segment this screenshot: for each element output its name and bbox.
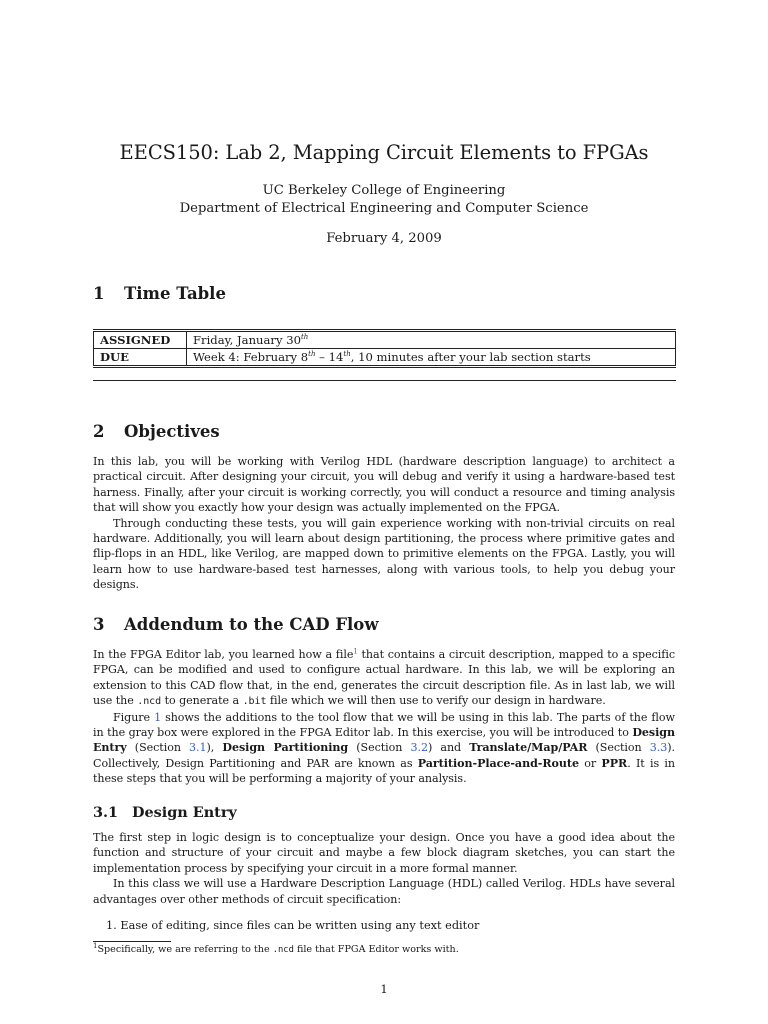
design-entry-body xyxy=(93,830,675,907)
section-number: 3.1 xyxy=(93,804,119,821)
paragraph: In this lab, you will be working with Verilog HDL (hardware description language) to architect a practical circuit. After designing your circuit, you will debug and verify it using a hardware-based test harness. Finally, after your circuit is working correctly, you will conduct a resource and timing analysis that will show you exactly how your design was actually implemented on the FPGA. xyxy=(93,455,675,515)
list-item: 1. Ease of editing, since files can be written using any text editor xyxy=(106,919,480,932)
affiliation-line-2: Department of Electrical Engineering and Computer Science xyxy=(179,201,589,216)
section-title: Design Entry xyxy=(132,804,237,821)
section-number: 1 xyxy=(93,284,105,303)
section-heading-time-table xyxy=(93,284,226,303)
table-row xyxy=(94,349,676,367)
time-table xyxy=(93,329,676,368)
footnote-ref-link[interactable]: 1 xyxy=(353,647,358,656)
affiliation-line-1: UC Berkeley College of Engineering xyxy=(262,183,506,198)
section-title: Objectives xyxy=(124,422,220,441)
subsection-heading-design-entry xyxy=(93,804,237,821)
figure-ref-link[interactable]: 1 xyxy=(154,710,162,724)
section-heading-objectives xyxy=(93,422,220,441)
section-ref-link[interactable]: 3.2 xyxy=(410,741,428,755)
section-title: Time Table xyxy=(124,284,226,303)
footnote: $^1$Specifically, we are referring to the .ncd file that FPGA Editor works with. xyxy=(93,941,459,955)
section-title: Addendum to the CAD Flow xyxy=(124,615,379,634)
due-value: Week 4: February 8th – 14th, 10 minutes after your lab section starts xyxy=(187,349,676,367)
section-ref-link[interactable]: 3.3 xyxy=(649,741,668,755)
paragraph: Figure 1 shows the additions to the tool flow that we will be using in this lab. The parts of the flow in the gray box were explored in the FPGA Editor lab. In this exercise, you will be introduced to Design Entry (Section 3.1), Design Partitioning (Section 3.2) and Translate/Map/PAR (Section 3.3). Collectively, Design Partitioning and PAR are known as Partition-Place-and-Route or PPR. It is in these steps that you will be performing a majority of your analysis. xyxy=(93,710,676,786)
paragraph: The first step in logic design is to conceptualize your design. Once you have a good idea about the function and structure of your circuit and maybe a few block diagram sketches, you can start the implementation process by specifying your circuit in a more formal manner. xyxy=(93,831,675,875)
paragraph: In this class we will use a Hardware Description Language (HDL) called Verilog. HDLs have several advantages over other methods of circuit specification: xyxy=(93,877,675,906)
section-number: 3 xyxy=(93,615,105,634)
cad-flow-body xyxy=(93,647,675,787)
horizontal-rule xyxy=(93,380,676,381)
page-number: 1 xyxy=(380,982,388,996)
objectives-body xyxy=(93,454,675,593)
paper-title: EECS150: Lab 2, Mapping Circuit Elements to FPGAs xyxy=(119,141,649,164)
table-row xyxy=(94,331,676,349)
section-number: 2 xyxy=(93,422,105,441)
due-label: DUE xyxy=(94,349,187,367)
paragraph: In the FPGA Editor lab, you learned how a file$^1$ that contains a circuit description, mapped to a specific FPGA, can be modified and used to configure actual hardware. In this lab, we will be exploring an extension to this CAD flow that, in the end, generates the circuit description file. As in last lab, we will use the .ncd to generate a .bit file which we will then use to verify our design in hardware. xyxy=(93,647,675,708)
assigned-value: Friday, January 30th xyxy=(187,331,676,349)
paper-date: February 4, 2009 xyxy=(326,231,442,246)
section-heading-cad-flow xyxy=(93,615,379,634)
footnote-rule xyxy=(93,941,171,942)
paragraph: Through conducting these tests, you will gain experience working with non-trivial circuits on real hardware. Additionally, you will learn about design partitioning, the process where primitive gates and flip-flops in an HDL, like Verilog, are mapped down to primitive elements on the FPGA. Lastly, you will learn how to use hardware-based test harnesses, along with various tools, to help you debug your designs. xyxy=(93,516,675,592)
section-ref-link[interactable]: 3.1 xyxy=(189,741,207,755)
assigned-label: ASSIGNED xyxy=(94,331,187,349)
